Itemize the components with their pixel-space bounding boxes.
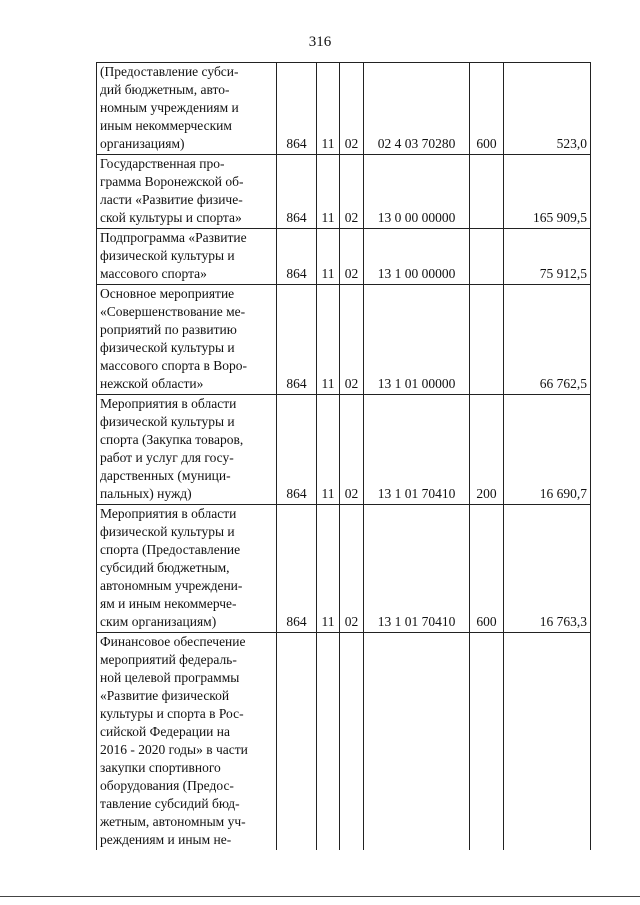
table-row: [97, 505, 591, 633]
description-line: ской культуры и спорта»: [100, 210, 242, 225]
description-line: иным некоммерческим: [100, 118, 232, 133]
description-line: организациям): [100, 136, 185, 151]
description-line: «Развитие физической: [100, 688, 230, 703]
description-cell: [97, 395, 277, 505]
section-code-cell: 11: [317, 505, 340, 633]
description-line: массового спорта»: [100, 266, 207, 281]
page-number: 316: [308, 34, 332, 50]
description-cell: [97, 229, 277, 285]
description-line: Мероприятия в области: [100, 506, 237, 521]
description-cell: [97, 633, 277, 851]
expense-type-cell: [470, 285, 504, 395]
amount-cell: [504, 633, 591, 851]
page-bottom-rule: [0, 896, 640, 897]
subsection-code-cell: 02: [340, 285, 364, 395]
ministry-code-cell: 864: [277, 505, 317, 633]
expense-type-cell: [470, 155, 504, 229]
description-line: (Предоставление субси-: [100, 64, 239, 79]
ministry-code-cell: 864: [277, 285, 317, 395]
description-cell: [97, 285, 277, 395]
description-line: Подпрограмма «Развитие: [100, 230, 247, 245]
target-article-cell: 13 1 00 00000: [364, 229, 470, 285]
description-line: работ и услуг для госу-: [100, 450, 234, 465]
ministry-code-cell: 864: [277, 395, 317, 505]
description-line: грамма Воронежской об-: [100, 174, 244, 189]
section-code-cell: [317, 633, 340, 851]
description-line: дий бюджетным, авто-: [100, 82, 230, 97]
table-row: [97, 285, 591, 395]
expense-type-cell: [470, 229, 504, 285]
amount-cell: 523,0: [504, 63, 591, 155]
description-line: физической культуры и: [100, 340, 235, 355]
description-line: спорта (Предоставление: [100, 542, 241, 557]
description-line: Государственная про-: [100, 156, 225, 171]
section-code-cell: 11: [317, 155, 340, 229]
description-line: мероприятий федераль-: [100, 652, 237, 667]
description-line: спорта (Закупка товаров,: [100, 432, 244, 447]
description-line: роприятий по развитию: [100, 322, 237, 337]
description-line: ским организациям): [100, 614, 217, 629]
amount-cell: 66 762,5: [504, 285, 591, 395]
section-code-cell: 11: [317, 285, 340, 395]
expense-type-cell: 600: [470, 63, 504, 155]
table-row: [97, 229, 591, 285]
table-row: [97, 63, 591, 155]
table-row: [97, 395, 591, 505]
subsection-code-cell: 02: [340, 395, 364, 505]
ministry-code-cell: 864: [277, 155, 317, 229]
subsection-code-cell: 02: [340, 229, 364, 285]
table-row: [97, 155, 591, 229]
description-line: физической культуры и: [100, 414, 235, 429]
description-line: культуры и спорта в Рос-: [100, 706, 244, 721]
section-code-cell: 11: [317, 395, 340, 505]
description-line: Финансовое обеспечение: [100, 634, 246, 649]
target-article-cell: 13 1 01 00000: [364, 285, 470, 395]
description-line: жетным, автономным уч-: [100, 814, 246, 829]
description-line: массового спорта в Воро-: [100, 358, 248, 373]
description-line: автономным учреждени-: [100, 578, 243, 593]
description-line: тавление субсидий бюд-: [100, 796, 240, 811]
description-line: оборудования (Предос-: [100, 778, 234, 793]
description-line: ям и иным некоммерче-: [100, 596, 237, 611]
target-article-cell: [364, 633, 470, 851]
amount-cell: 16 763,3: [504, 505, 591, 633]
description-line: 2016 - 2020 годы» в части: [100, 742, 248, 757]
description-line: дарственных (муници-: [100, 468, 231, 483]
target-article-cell: 02 4 03 70280: [364, 63, 470, 155]
description-line: «Совершенствование ме-: [100, 304, 246, 319]
description-line: пальных) нужд): [100, 486, 192, 501]
target-article-cell: 13 1 01 70410: [364, 505, 470, 633]
subsection-code-cell: 02: [340, 155, 364, 229]
section-code-cell: 11: [317, 63, 340, 155]
section-code-cell: 11: [317, 229, 340, 285]
table-body: [97, 63, 591, 851]
amount-cell: 16 690,7: [504, 395, 591, 505]
subsection-code-cell: 02: [340, 505, 364, 633]
budget-table: [96, 62, 591, 850]
description-line: физической культуры и: [100, 524, 235, 539]
description-line: ласти «Развитие физиче-: [100, 192, 243, 207]
description-line: закупки спортивного: [100, 760, 221, 775]
expense-type-cell: [470, 633, 504, 851]
subsection-code-cell: [340, 633, 364, 851]
description-cell: [97, 155, 277, 229]
expense-type-cell: 200: [470, 395, 504, 505]
subsection-code-cell: 02: [340, 63, 364, 155]
description-line: субсидий бюджетным,: [100, 560, 230, 575]
description-line: Основное мероприятие: [100, 286, 235, 301]
ministry-code-cell: 864: [277, 229, 317, 285]
description-cell: [97, 505, 277, 633]
table-row: [97, 633, 591, 851]
ministry-code-cell: [277, 633, 317, 851]
target-article-cell: 13 0 00 00000: [364, 155, 470, 229]
ministry-code-cell: 864: [277, 63, 317, 155]
description-line: нежской области»: [100, 376, 204, 391]
description-line: физической культуры и: [100, 248, 235, 263]
description-line: номным учреждениям и: [100, 100, 239, 115]
description-cell: [97, 63, 277, 155]
description-line: реждениям и иным не-: [100, 832, 232, 847]
description-line: Мероприятия в области: [100, 396, 237, 411]
amount-cell: 165 909,5: [504, 155, 591, 229]
expense-type-cell: 600: [470, 505, 504, 633]
target-article-cell: 13 1 01 70410: [364, 395, 470, 505]
description-line: ной целевой программы: [100, 670, 240, 685]
amount-cell: 75 912,5: [504, 229, 591, 285]
description-line: сийской Федерации на: [100, 724, 231, 739]
